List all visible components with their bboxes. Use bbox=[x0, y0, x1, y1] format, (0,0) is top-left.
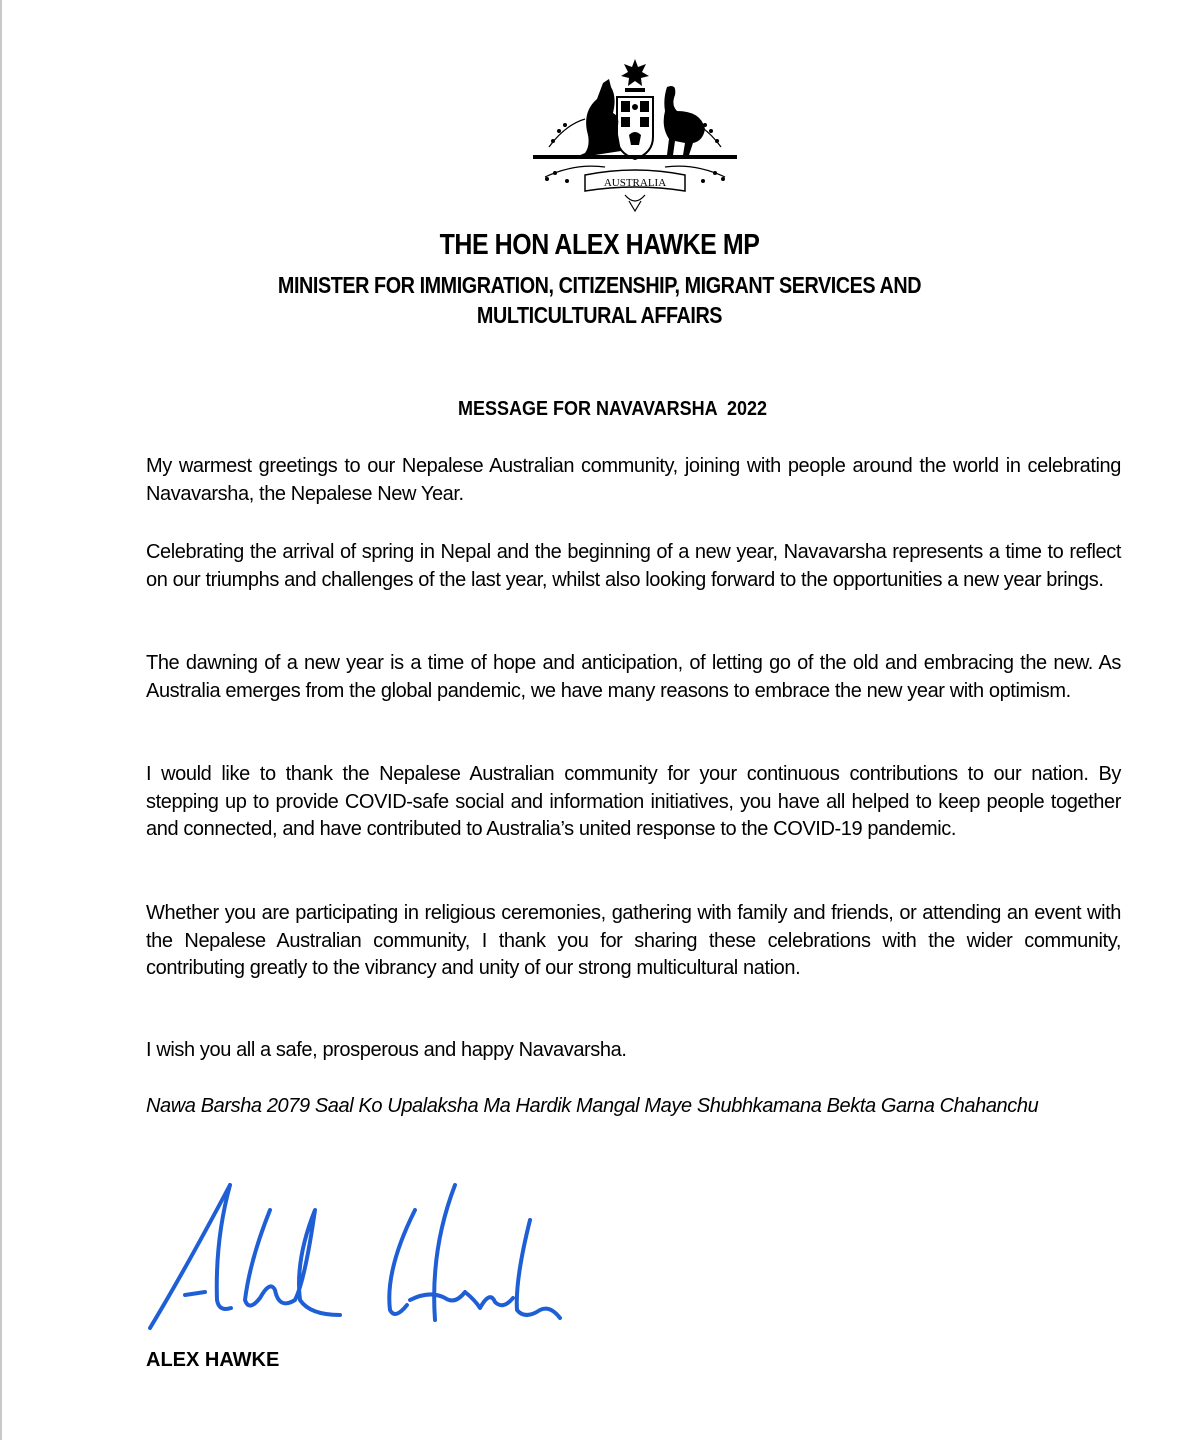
commonwealth-star-icon bbox=[621, 59, 649, 86]
minister-portfolio-heading bbox=[84, 270, 1115, 330]
minister-name-heading: THE HON ALEX HAWKE MP bbox=[439, 229, 760, 261]
crest-scroll-text: AUSTRALIA bbox=[603, 177, 667, 189]
paragraph-spring: Celebrating the arrival of spring in Nepal and the beginning of a new year, Navavarsha represents a time to reflect on our triumphs and challenges of the last year, whilst also looking forward to the opportunities a new year brings. bbox=[146, 541, 1121, 591]
kangaroo-icon bbox=[571, 79, 621, 159]
paragraph-nepali-greeting: Nawa Barsha 2079 Saal Ko Upalaksha Ma Hardik Mangal Maye Shubhkamana Bekta Garna Chahanchu bbox=[146, 1095, 1039, 1117]
page-edge bbox=[0, 0, 2, 1440]
portfolio-line-1: MINISTER FOR IMMIGRATION, CITIZENSHIP, MIGRANT SERVICES AND bbox=[277, 272, 922, 298]
portfolio-line-2: MULTICULTURAL AFFAIRS bbox=[476, 302, 723, 328]
coat-of-arms-logo bbox=[525, 55, 745, 220]
handwritten-signature bbox=[145, 1180, 575, 1330]
paragraph-thanks: I would like to thank the Nepalese Australian community for your continuous contributions to our nation. By stepping up to provide COVID-safe social and information initiatives, you have all helped to keep people together and connected, and have contributed to Australia’s united response to the COVID-19 pandemic. bbox=[146, 763, 1121, 840]
paragraph-wish: I wish you all a safe, prosperous and happy Navavarsha. bbox=[146, 1039, 627, 1061]
emu-icon bbox=[664, 86, 705, 155]
message-title: MESSAGE FOR NAVAVARSHA 2022 bbox=[457, 398, 768, 420]
paragraph-celebrations: Whether you are participating in religious ceremonies, gathering with family and friends, or attending an event with the Nepalese Australian community, I thank you for sharing these celebrations with the wider community, contributing greatly to the vibrancy and unity of our strong multicultural nation. bbox=[146, 902, 1121, 979]
paragraph-greeting: My warmest greetings to our Nepalese Australian community, joining with people around the world in celebrating Navavarsha, the Nepalese New Year. bbox=[146, 455, 1121, 505]
paragraph-hope: The dawning of a new year is a time of hope and anticipation, of letting go of the old and embracing the new. As Australia emerges from the global pandemic, we have many reasons to embrace the new year with optimism. bbox=[146, 652, 1121, 702]
signatory-name: ALEX HAWKE bbox=[146, 1349, 280, 1371]
